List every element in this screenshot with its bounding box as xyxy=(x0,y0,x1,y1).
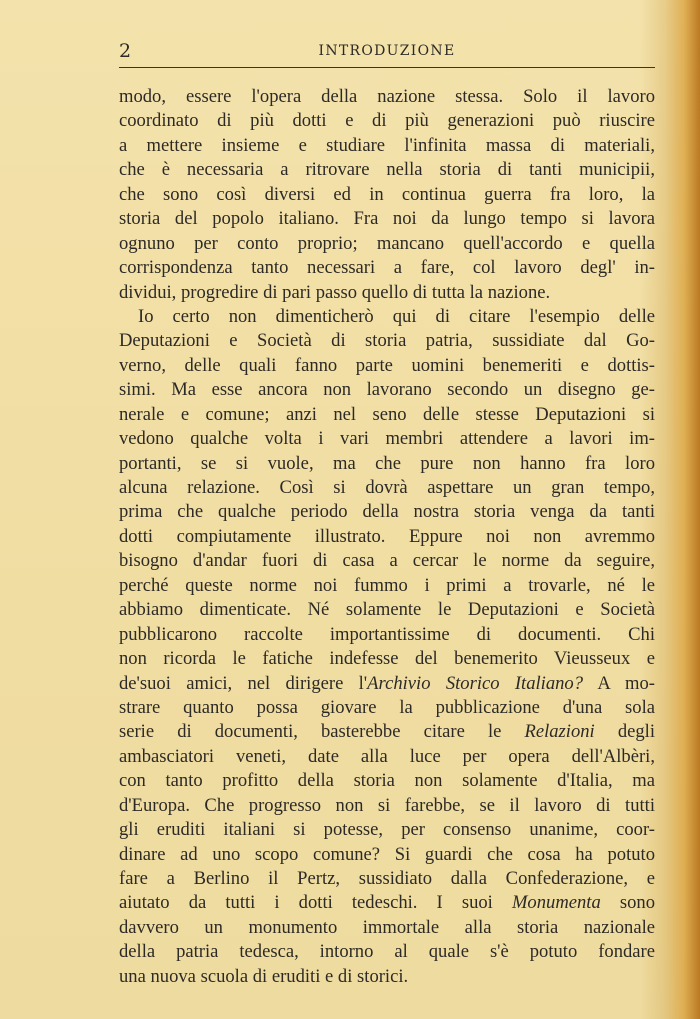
text-run: sono xyxy=(600,892,655,914)
page-number: 2 xyxy=(119,40,132,62)
text-line: una nuova scuola di eruditi e di storici. xyxy=(119,965,409,987)
text-line: della patria tedesca, intorno al quale s'è potuto fondare xyxy=(119,941,655,963)
text-line xyxy=(119,672,655,696)
text-line: alcuna relazione. Così si dovrà aspettare un gran tempo, xyxy=(119,477,655,498)
text-run: aiutato da tutti i dotti tedeschi. I suoi xyxy=(119,892,512,914)
italic-title: Monumenta xyxy=(511,892,601,914)
text-run: A mo- xyxy=(583,672,655,694)
text-line: portanti, se si vuole, ma che pure non hanno fra loro xyxy=(119,452,655,474)
text-run: serie di documenti, basterebbe citare le xyxy=(119,721,525,743)
text-line: che è necessaria a ritrovare nella storia di tanti municipii, xyxy=(119,159,655,181)
text-line: gli eruditi italiani si potesse, per consenso unanime, coor- xyxy=(119,819,655,841)
italic-title: Archivio Storico Italiano? xyxy=(367,672,584,694)
text-line: coordinato di più dotti e di più generazioni può riuscire xyxy=(119,110,655,132)
text-line: verno, delle quali fanno parte uomini benemeriti e dottis- xyxy=(119,354,655,376)
text-line: fare a Berlino il Pertz, sussidiato dalla Confederazione, e xyxy=(119,868,655,889)
text-line: ognuno per conto proprio; mancano quell'accordo e quella xyxy=(119,232,655,254)
text-line: davvero un monumento immortale alla storia nazionale xyxy=(119,916,655,938)
italic-title: Relazioni xyxy=(524,721,595,743)
text-line: perché queste norme noi fummo i primi a trovarle, né le xyxy=(119,574,655,596)
text-line: simi. Ma esse ancora non lavorano secondo un disegno ge- xyxy=(119,379,655,401)
text-line: dividui, progredire di pari passo quello di tutta la nazione. xyxy=(119,281,551,303)
text-line: bisogno d'andar fuori di casa a cercar le norme da seguire, xyxy=(119,550,655,572)
text-run: degli xyxy=(594,721,655,743)
text-line: dotti compiutamente illustrato. Eppure noi non avremmo xyxy=(119,525,655,547)
body-text xyxy=(119,85,655,989)
text-line: nerale e comune; anzi nel seno delle stesse Deputazioni si xyxy=(119,403,655,425)
text-run: de'suoi amici, nel dirigere l' xyxy=(119,672,368,694)
text-line: vedono qualche volta i vari membri attendere a lavori im- xyxy=(119,428,655,450)
text-line: con tanto profitto della storia non solamente d'Italia, ma xyxy=(119,770,655,792)
running-title: INTRODUZIONE xyxy=(318,43,456,59)
text-line: Io certo non dimenticherò qui di citare l'esempio delle xyxy=(138,305,655,327)
text-line: prima che qualche periodo della nostra storia venga da tanti xyxy=(119,501,655,523)
text-line: modo, essere l'opera della nazione stessa. Solo il lavoro xyxy=(119,86,655,107)
text-line: pubblicarono raccolte importantissime di documenti. Chi xyxy=(119,623,655,645)
text-line: che sono così diversi ed in continua guerra fra loro, la xyxy=(119,183,655,205)
text-line xyxy=(119,720,655,744)
text-line: corrispondenza tanto necessari a fare, col lavoro degl' in- xyxy=(119,257,655,279)
text-line: abbiamo dimenticate. Né solamente le Deputazioni e Società xyxy=(119,599,655,621)
text-line: dinare ad uno scopo comune? Si guardi che cosa ha potuto xyxy=(119,843,655,865)
page-header xyxy=(119,40,655,64)
text-line: non ricorda le fatiche indefesse del benemerito Vieusseux e xyxy=(119,648,655,670)
header-rule xyxy=(119,67,655,68)
text-line: Deputazioni e Società di storia patria, sussidiate dal Go- xyxy=(119,330,655,352)
text-line: d'Europa. Che progresso non si farebbe, se il lavoro di tutti xyxy=(119,794,655,816)
text-line: ambasciatori veneti, date alla luce per opera dell'Albèri, xyxy=(119,745,655,767)
text-line xyxy=(119,891,655,915)
text-line: a mettere insieme e studiare l'infinita massa di materiali, xyxy=(119,134,655,156)
text-line: storia del popolo italiano. Fra noi da lungo tempo si lavora xyxy=(119,208,655,230)
text-line: strare quanto possa giovare la pubblicazione d'una sola xyxy=(119,696,655,718)
